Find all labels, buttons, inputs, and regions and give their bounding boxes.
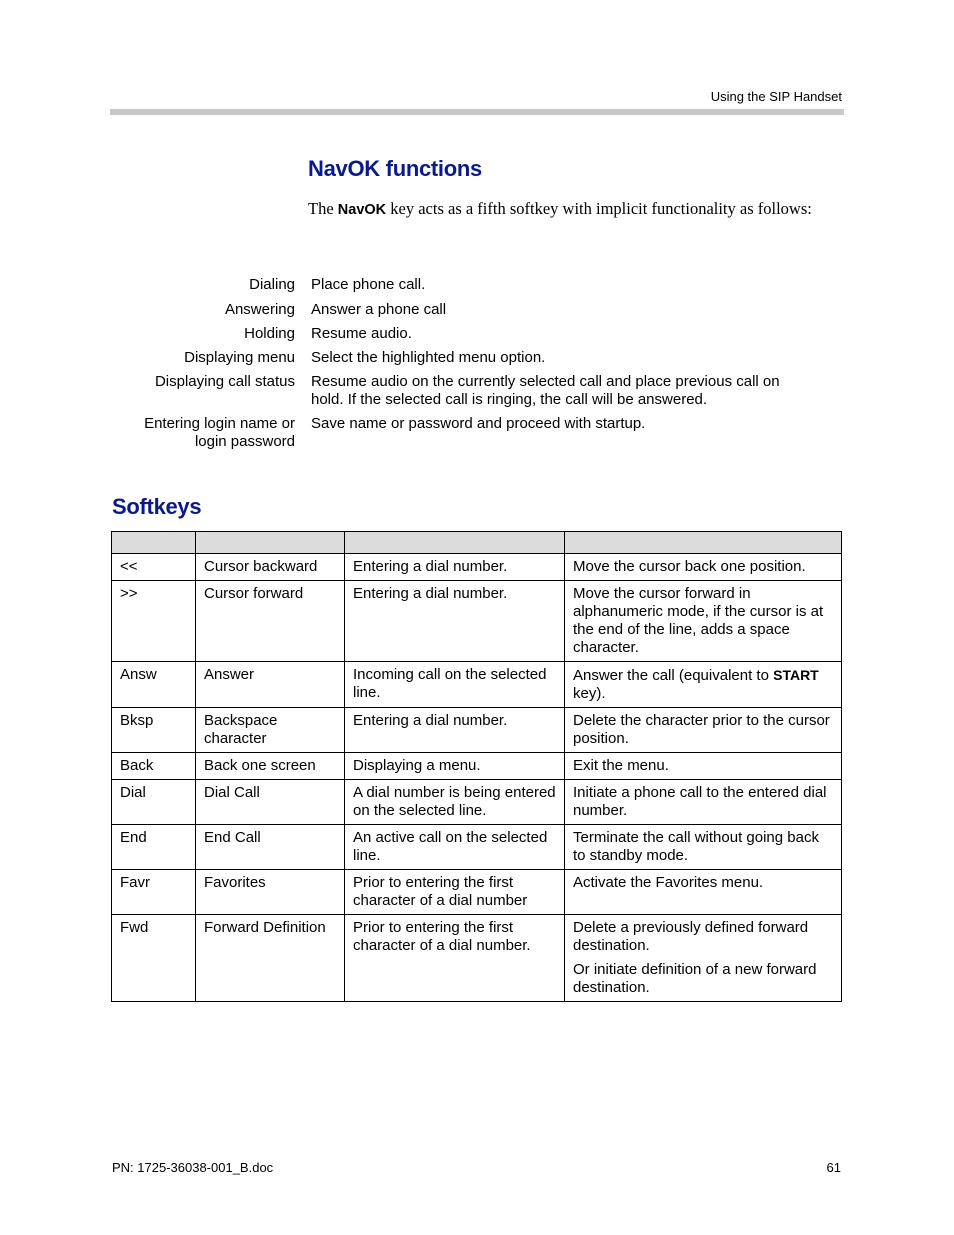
table-row: [112, 915, 842, 1002]
softkey-name: Cursor forward: [196, 581, 345, 662]
function-item: [110, 349, 844, 367]
function-desc: Resume audio on the currently selected call and place previous call on hold. If the selected call is ringing, the call will be answered.: [311, 373, 780, 408]
table-row: [112, 780, 842, 825]
function-term: Dialing: [249, 276, 295, 293]
running-header: Using the SIP Handset: [710, 89, 842, 104]
softkey-context: Prior to entering the first character of a dial number: [345, 870, 565, 915]
softkey-context: Displaying a menu.: [345, 753, 565, 780]
navok-intro: The NavOK key acts as a fifth softkey with implicit functionality as follows:: [308, 199, 812, 218]
function-desc: Save name or password and proceed with startup.: [311, 415, 646, 432]
softkey-name: Back one screen: [196, 753, 345, 780]
softkey-action: Activate the Favorites menu.: [565, 870, 842, 915]
table-row: [112, 662, 842, 708]
softkey-context: Prior to entering the first character of a dial number.: [345, 915, 565, 1002]
softkey-context: A dial number is being entered on the selected line.: [345, 780, 565, 825]
softkey-action: Answer the call (equivalent to START key).: [565, 662, 842, 708]
page-number: 61: [826, 1160, 841, 1175]
function-desc: Place phone call.: [311, 276, 426, 293]
table-row: [112, 825, 842, 870]
function-desc: Resume audio.: [311, 325, 412, 342]
softkey-action: Exit the menu.: [565, 753, 842, 780]
softkey-name: End Call: [196, 825, 345, 870]
function-item: [110, 325, 844, 343]
header-cell: [112, 532, 196, 554]
start-keyword: START: [773, 667, 819, 683]
function-term: Entering login name or login password: [144, 415, 295, 450]
footer-part-number: PN: 1725-36038-001_B.doc: [112, 1160, 274, 1175]
softkey-key: Bksp: [112, 708, 196, 753]
softkey-key: Favr: [112, 870, 196, 915]
softkeys-heading: Softkeys: [112, 494, 202, 519]
table-header-row: [112, 532, 842, 554]
table-row: [112, 581, 842, 662]
function-desc: Answer a phone call: [311, 301, 447, 318]
softkey-name: Cursor backward: [196, 554, 345, 581]
softkey-context: Entering a dial number.: [345, 581, 565, 662]
header-rule: [110, 109, 844, 115]
action-paragraph: Delete a previously defined forward destination.: [573, 919, 809, 954]
softkey-context: Entering a dial number.: [345, 554, 565, 581]
function-item: [110, 373, 844, 409]
softkey-key: <<: [112, 554, 196, 581]
softkey-action: [565, 915, 842, 1002]
softkey-name: Backspace character: [196, 708, 345, 753]
function-term: Holding: [244, 325, 295, 342]
navok-keyword: NavOK: [337, 202, 387, 218]
softkey-name: Answer: [196, 662, 345, 708]
softkey-key: Dial: [112, 780, 196, 825]
function-item: [110, 415, 844, 451]
function-term: Displaying menu: [184, 349, 295, 366]
header-cell: [196, 532, 345, 554]
table-row: [112, 753, 842, 780]
softkey-context: Incoming call on the selected line.: [345, 662, 565, 708]
header-cell: [565, 532, 842, 554]
softkey-name: Favorites: [196, 870, 345, 915]
action-paragraph: Or initiate definition of a new forward destination.: [573, 961, 817, 996]
softkey-context: An active call on the selected line.: [345, 825, 565, 870]
header-cell: [345, 532, 565, 554]
function-term: Displaying call status: [154, 373, 295, 390]
softkey-context: Entering a dial number.: [345, 708, 565, 753]
softkey-action: Terminate the call without going back to standby mode.: [565, 825, 842, 870]
function-item: [110, 301, 844, 319]
softkey-name: Dial Call: [196, 780, 345, 825]
softkey-key: Back: [112, 753, 196, 780]
softkey-name: Forward Definition: [196, 915, 345, 1002]
table-row: [112, 708, 842, 753]
function-term: Answering: [224, 301, 295, 318]
softkey-action: Move the cursor forward in alphanumeric mode, if the cursor is at the end of the line, adds a space character.: [565, 581, 842, 662]
softkey-action: Initiate a phone call to the entered dial number.: [565, 780, 842, 825]
softkey-key: Fwd: [112, 915, 196, 1002]
softkey-key: >>: [112, 581, 196, 662]
function-desc: Select the highlighted menu option.: [311, 349, 546, 366]
table-row: [112, 870, 842, 915]
softkey-action: Delete the character prior to the cursor position.: [565, 708, 842, 753]
softkeys-table: [111, 531, 842, 1002]
function-item: [110, 276, 844, 294]
navok-heading: NavOK functions: [308, 156, 482, 181]
table-row: [112, 554, 842, 581]
softkey-action: Move the cursor back one position.: [565, 554, 842, 581]
softkey-key: End: [112, 825, 196, 870]
navok-function-list: [110, 276, 844, 451]
softkey-key: Answ: [112, 662, 196, 708]
